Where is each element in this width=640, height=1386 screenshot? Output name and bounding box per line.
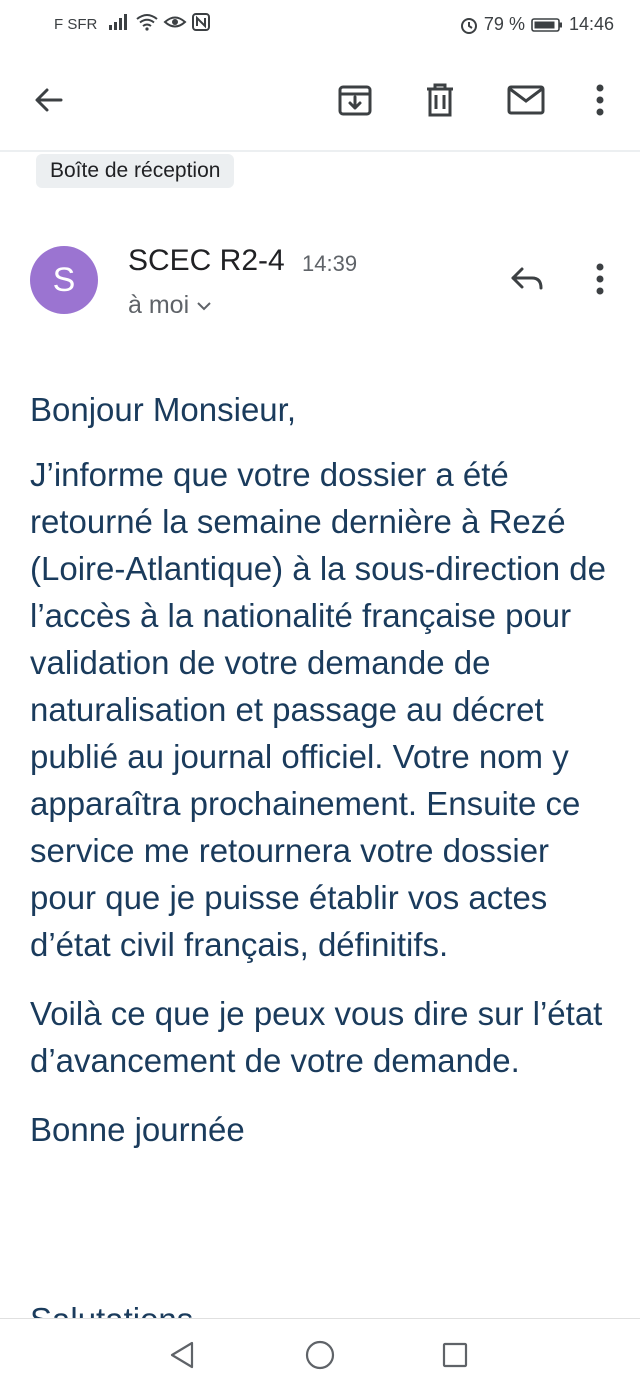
arrow-left-icon — [33, 84, 65, 116]
battery-icon — [531, 17, 563, 33]
triangle-back-icon — [168, 1340, 196, 1370]
body-paragraph: J’informe que votre dossier a été retourné la semaine dernière à Rezé (Loire-Atlantique) à la sous-direction de l’accès à la nationalité française pour validation de votre demande de naturalisation et passage au décret publié au journal officiel. Votre nom y apparaîtra prochainement. Ensuite ce service me retournera votre dossier pour que je puisse établir vos actes d’état civil français, définitifs. — [30, 456, 606, 963]
recipient-label: à moi — [128, 291, 190, 319]
status-right — [460, 14, 614, 35]
mail-icon — [507, 85, 545, 115]
system-nav-bar — [0, 1318, 640, 1386]
body-paragraph: Voilà ce que je peux vous dire sur l’état d’avancement de votre demande. — [30, 995, 603, 1079]
status-icons — [108, 13, 210, 31]
nfc-icon — [192, 13, 210, 31]
wifi-icon — [136, 13, 158, 31]
archive-icon — [337, 82, 373, 118]
more-vert-icon — [595, 263, 605, 295]
delete-button[interactable] — [416, 76, 464, 124]
message-more-button[interactable] — [576, 255, 624, 303]
nav-recents-button[interactable] — [433, 1333, 477, 1377]
message-body — [30, 386, 620, 1171]
reply-icon — [510, 266, 544, 292]
body-cutoff-line — [30, 1296, 193, 1316]
toolbar-divider — [0, 150, 640, 152]
status-bar — [0, 0, 640, 52]
back-button[interactable] — [25, 76, 73, 124]
more-options-button[interactable] — [576, 76, 624, 124]
message-time: 14:39 — [302, 251, 358, 276]
sender-name: SCEC R2-4 — [128, 244, 285, 277]
mark-unread-button[interactable] — [502, 76, 550, 124]
toolbar — [0, 52, 640, 148]
square-recents-icon — [441, 1341, 469, 1369]
body-paragraph: Bonne journée — [30, 1111, 245, 1148]
body-paragraph: Bonjour Monsieur, — [30, 391, 296, 428]
archive-button[interactable] — [331, 76, 379, 124]
signal-icon — [108, 13, 130, 31]
more-vert-icon — [595, 84, 605, 116]
trash-icon — [424, 82, 456, 118]
battery-percent: 79 % — [483, 14, 525, 34]
clock: 14:46 — [568, 14, 614, 34]
carrier-label: F SFR — [54, 16, 98, 33]
nav-home-button[interactable] — [298, 1333, 342, 1377]
sender-avatar[interactable]: S — [30, 246, 98, 314]
recipient-details-toggle[interactable] — [128, 291, 211, 320]
chevron-down-icon — [197, 301, 211, 311]
nav-back-button[interactable] — [160, 1333, 204, 1377]
eye-icon — [164, 13, 186, 31]
reply-button[interactable] — [503, 255, 551, 303]
alarm-icon — [460, 16, 478, 34]
inbox-label-chip[interactable]: Boîte de réception — [36, 154, 234, 188]
circle-home-icon — [304, 1339, 336, 1371]
